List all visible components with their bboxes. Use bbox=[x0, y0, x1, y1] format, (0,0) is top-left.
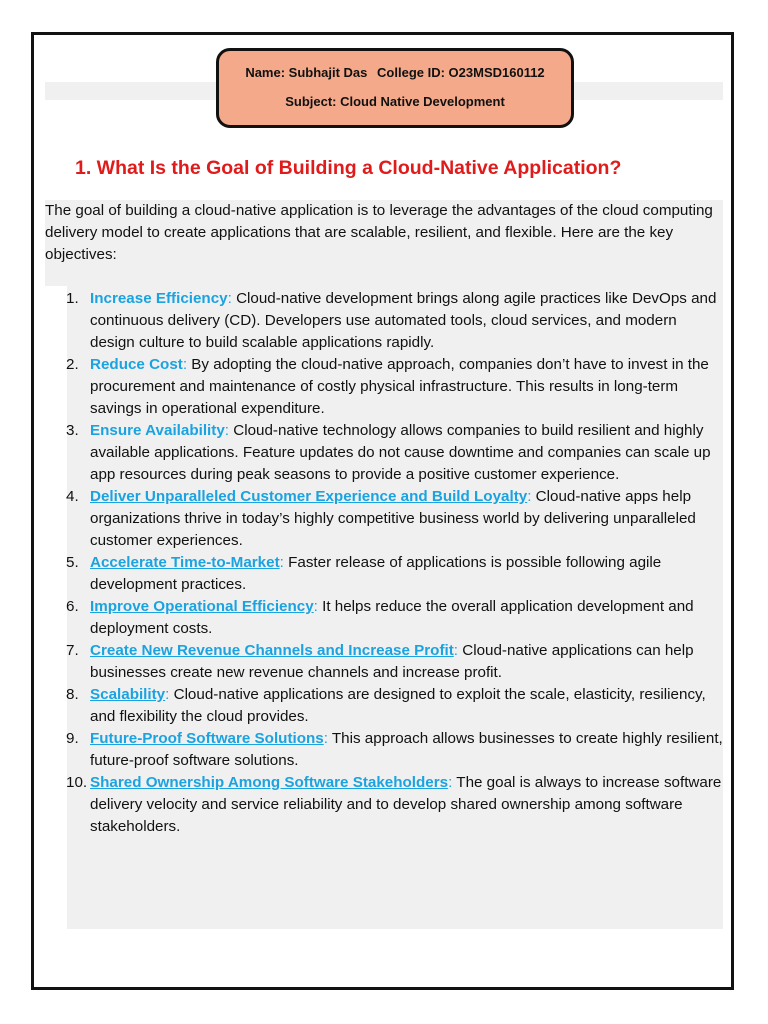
objective-separator: : bbox=[448, 774, 453, 791]
student-name: Name: Subhajit Das bbox=[245, 65, 368, 80]
list-item bbox=[45, 486, 725, 552]
objective-term-link[interactable]: Accelerate Time-to-Market bbox=[90, 554, 280, 571]
list-item bbox=[45, 772, 725, 838]
objective-term-link[interactable]: Shared Ownership Among Software Stakeholders bbox=[90, 774, 449, 791]
objective-separator: : bbox=[323, 730, 328, 747]
objective-separator: : bbox=[227, 290, 232, 307]
objectives-list bbox=[45, 288, 725, 838]
list-item-number: 2. bbox=[66, 356, 79, 373]
objective-description: It helps reduce the overall application development and deployment costs. bbox=[90, 598, 694, 637]
list-item-number: 9. bbox=[66, 730, 79, 747]
student-info-box bbox=[216, 48, 574, 128]
objective-term: Ensure Availability bbox=[90, 422, 225, 439]
objective-description: Cloud-native development brings along agile practices like DevOps and continuous delivery (CD). Developers use automated tools, cloud services, and modern design culture to build scalable applications rapidly. bbox=[90, 290, 717, 351]
objective-separator: : bbox=[527, 488, 532, 505]
list-item bbox=[45, 684, 725, 728]
list-item-number: 4. bbox=[66, 488, 79, 505]
objective-separator: : bbox=[279, 554, 284, 571]
list-item bbox=[45, 420, 725, 486]
objective-description: Faster release of applications is possible following agile development practices. bbox=[90, 554, 662, 593]
list-item-number: 7. bbox=[66, 642, 79, 659]
objective-term: Increase Efficiency bbox=[90, 290, 228, 307]
list-item-number: 1. bbox=[66, 290, 79, 307]
list-item-number: 8. bbox=[66, 686, 79, 703]
objective-description: This approach allows businesses to create highly resilient, future-proof software solutions. bbox=[90, 730, 723, 769]
student-info-line bbox=[219, 65, 571, 80]
objective-description: Cloud-native technology allows companies to build resilient and highly available applications. Feature updates do not cause downtime and companies can scale up app resources during peak seasons to provide a positive customer experience. bbox=[90, 422, 711, 483]
intro-paragraph: The goal of building a cloud-native application is to leverage the advantages of the cloud computing delivery model to create applications that are scalable, resilient, and flexible. Here are the key objectives: bbox=[45, 202, 713, 263]
list-item-number: 6. bbox=[66, 598, 79, 615]
objective-term-link[interactable]: Future-Proof Software Solutions bbox=[90, 730, 324, 747]
section-heading: 1. What Is the Goal of Building a Cloud-Native Application? bbox=[75, 157, 622, 179]
objective-description: By adopting the cloud-native approach, companies don’t have to invest in the procurement and maintenance of costly physical infrastructure. This results in long-term savings in operational expenditure. bbox=[90, 356, 709, 417]
list-item bbox=[45, 552, 725, 596]
subject-line: Subject: Cloud Native Development bbox=[285, 94, 505, 109]
list-item-number: 5. bbox=[66, 554, 79, 571]
objective-term-link[interactable]: Improve Operational Efficiency bbox=[90, 598, 314, 615]
objective-term: Reduce Cost bbox=[90, 356, 183, 373]
list-item bbox=[45, 288, 725, 354]
objective-description: The goal is always to increase software delivery velocity and service reliability and to develop shared ownership among software stakeholders. bbox=[90, 774, 722, 835]
objective-separator: : bbox=[224, 422, 230, 439]
list-item bbox=[45, 596, 725, 640]
list-item bbox=[45, 728, 725, 772]
objective-separator: : bbox=[313, 598, 318, 615]
list-item-number: 10. bbox=[66, 774, 88, 791]
objective-description: Cloud-native apps help organizations thrive in today’s highly competitive business world by delivering unparalleled customer experiences. bbox=[90, 488, 696, 549]
college-id: College ID: O23MSD160112 bbox=[377, 65, 545, 80]
objective-separator: : bbox=[165, 686, 170, 703]
list-item bbox=[45, 640, 725, 684]
objective-term-link[interactable]: Scalability bbox=[90, 686, 166, 703]
objective-term-link[interactable]: Deliver Unparalleled Customer Experience and Build Loyalty bbox=[90, 488, 528, 505]
objective-description: Cloud-native applications are designed to exploit the scale, elasticity, resiliency, and flexibility the cloud provides. bbox=[90, 686, 706, 725]
objective-separator: : bbox=[182, 356, 188, 373]
objective-term-link[interactable]: Create New Revenue Channels and Increase Profit bbox=[90, 642, 454, 659]
list-item bbox=[45, 354, 725, 420]
objective-description: Cloud-native applications can help businesses create new revenue channels and increase profit. bbox=[90, 642, 694, 681]
list-item-number: 3. bbox=[66, 422, 79, 439]
objective-separator: : bbox=[453, 642, 459, 659]
